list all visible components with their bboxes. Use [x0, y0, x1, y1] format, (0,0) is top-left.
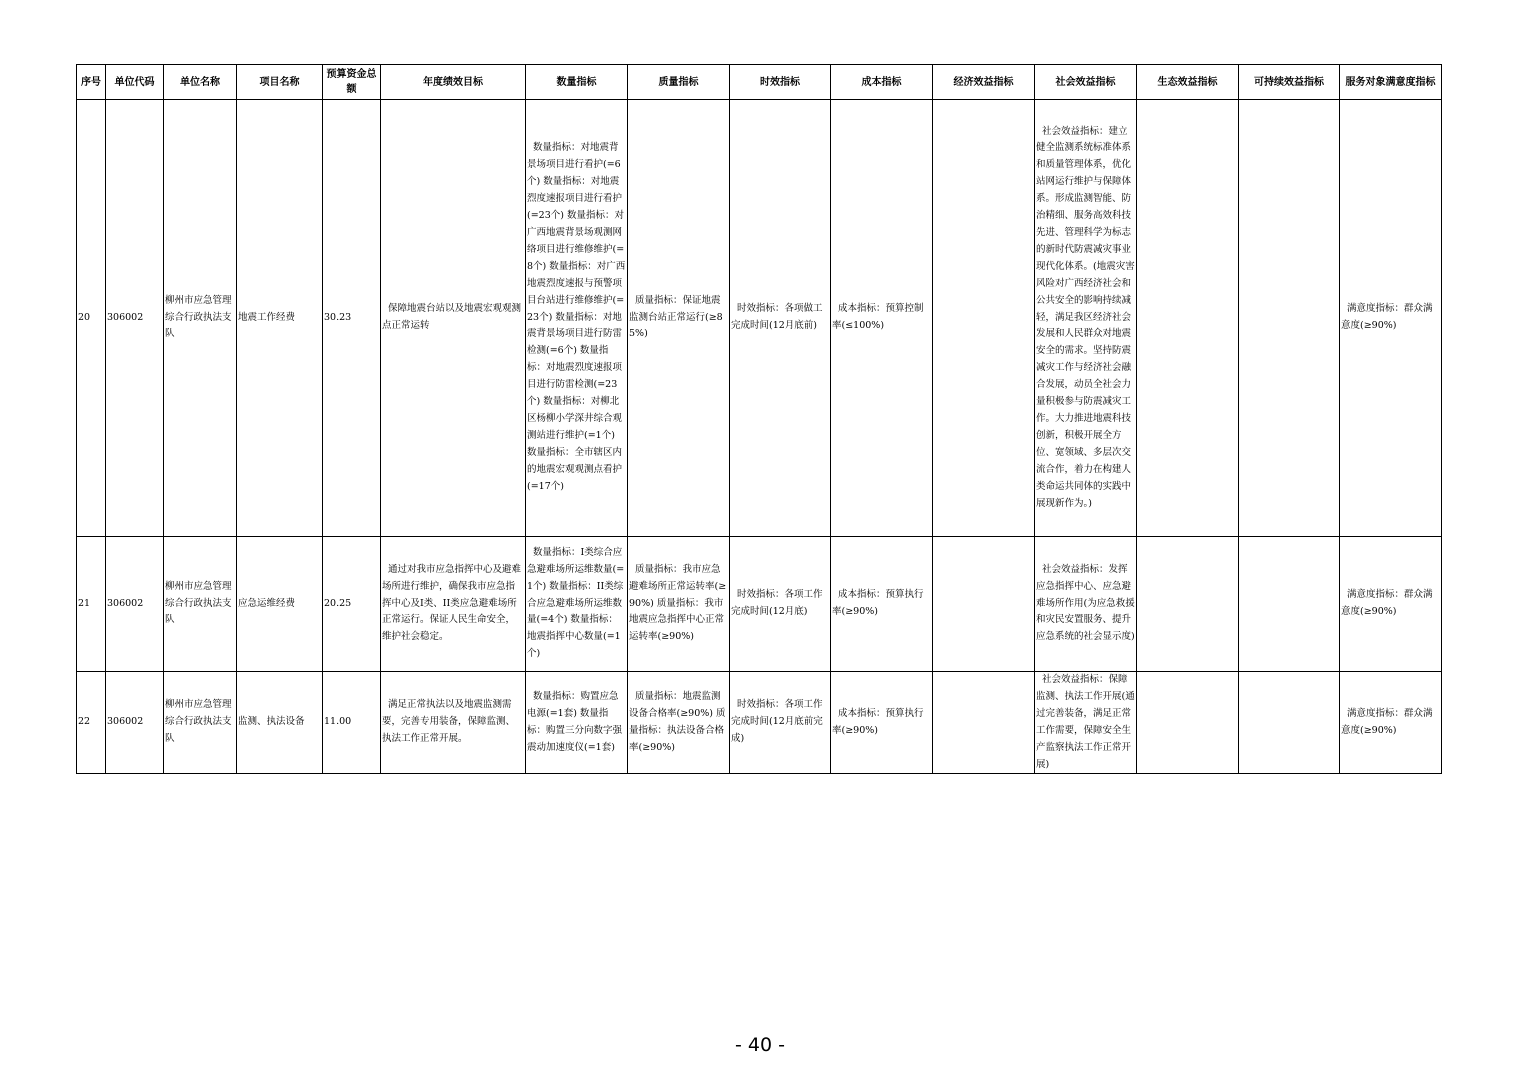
cell-economic	[933, 672, 1035, 774]
header-quantity: 数量指标	[526, 65, 628, 100]
table-row	[77, 672, 1442, 774]
cell-project-name: 监测、执法设备	[237, 672, 323, 774]
header-cost: 成本指标	[831, 65, 933, 100]
cell-seq: 22	[77, 672, 106, 774]
header-economic: 经济效益指标	[933, 65, 1035, 100]
cell-sustainable	[1239, 100, 1340, 537]
cell-unit-code: 306002	[106, 537, 164, 672]
cell-sustainable	[1239, 537, 1340, 672]
cell-quantity: 数量指标：对地震背景场项目进行看护(=6个) 数量指标：对地震烈度速报项目进行看护(=23个) 数量指标：对广西地震背景场观测网络项目进行维修维护(=8个) 数量指标：对广西地震烈度速报与预警项目台站进行维修维护(=23个) 数量指标：对地震背景场项目进行防雷检测(=6个) 数量指标：对地震烈度速报项目进行防雷检测(=23个) 数量指标：对柳北区杨柳小学深井综合观测站进行维护(=1个) 数量指标：全市辖区内的地震宏观观测点看护(=17个)	[526, 100, 628, 537]
page-number: - 40 -	[735, 1034, 785, 1056]
table-row	[77, 100, 1442, 537]
cell-cost: 成本指标：预算执行率(≥90%)	[831, 672, 933, 774]
cell-unit-name: 柳州市应急管理综合行政执法支队	[164, 100, 237, 537]
cell-satisfaction: 满意度指标：群众满意度(≥90%)	[1340, 672, 1442, 774]
cell-seq: 20	[77, 100, 106, 537]
cell-ecological	[1137, 672, 1239, 774]
cell-unit-code: 306002	[106, 672, 164, 774]
cell-cost: 成本指标：预算控制率(≤100%)	[831, 100, 933, 537]
cell-economic	[933, 100, 1035, 537]
cell-budget: 11.00	[323, 672, 381, 774]
cell-quality: 质量指标：保证地震监测台站正常运行(≥85%)	[628, 100, 730, 537]
header-ecological: 生态效益指标	[1137, 65, 1239, 100]
cell-project-name: 应急运维经费	[237, 537, 323, 672]
cell-social: 社会效益指标：发挥应急指挥中心、应急避难场所作用(为应急救援和灾民安置服务、提升应急系统的社会显示度)	[1035, 537, 1137, 672]
cell-unit-name: 柳州市应急管理综合行政执法支队	[164, 672, 237, 774]
cell-quality: 质量指标：我市应急避难场所正常运转率(≥90%) 质量指标：我市地震应急指挥中心正常运转率(≥90%)	[628, 537, 730, 672]
header-timeliness: 时效指标	[730, 65, 831, 100]
cell-social: 社会效益指标：建立健全监测系统标准体系和质量管理体系，优化站网运行维护与保障体系。形成监测智能、防治精细、服务高效科技先进、管理科学为标志的新时代防震减灾事业现代化体系。(地震灾害风险对广西经济社会和公共安全的影响持续减轻，满足我区经济社会发展和人民群众对地震安全的需求。坚持防震减灾工作与经济社会融合发展，动员全社会力量积极参与防震减灾工作。大力推进地震科技创新，积极开展全方位、宽领域、多层次交流合作，着力在构建人类命运共同体的实践中展现新作为。)	[1035, 100, 1137, 537]
cell-project-name: 地震工作经费	[237, 100, 323, 537]
cell-sustainable	[1239, 672, 1340, 774]
cell-economic	[933, 537, 1035, 672]
cell-quantity: 数量指标：购置应急电源(=1套) 数量指标：购置三分向数字强震动加速度仪(=1套)	[526, 672, 628, 774]
cell-unit-code: 306002	[106, 100, 164, 537]
header-quality: 质量指标	[628, 65, 730, 100]
cell-timeliness: 时效指标：各项工作完成时间(12月底前完成)	[730, 672, 831, 774]
header-unit-name: 单位名称	[164, 65, 237, 100]
header-budget: 预算资金总额	[323, 65, 381, 100]
header-project-name: 项目名称	[237, 65, 323, 100]
header-sustainable: 可持续效益指标	[1239, 65, 1340, 100]
cell-cost: 成本指标：预算执行率(≥90%)	[831, 537, 933, 672]
cell-timeliness: 时效指标：各项做工完成时间(12月底前)	[730, 100, 831, 537]
cell-budget: 20.25	[323, 537, 381, 672]
header-unit-code: 单位代码	[106, 65, 164, 100]
header-satisfaction: 服务对象满意度指标	[1340, 65, 1442, 100]
table-header-row	[77, 65, 1442, 100]
cell-quality: 质量指标：地震监测设备合格率(≥90%) 质量指标：执法设备合格率(≥90%)	[628, 672, 730, 774]
cell-unit-name: 柳州市应急管理综合行政执法支队	[164, 537, 237, 672]
cell-seq: 21	[77, 537, 106, 672]
header-seq: 序号	[77, 65, 106, 100]
table-row	[77, 537, 1442, 672]
cell-budget: 30.23	[323, 100, 381, 537]
cell-ecological	[1137, 537, 1239, 672]
header-social: 社会效益指标	[1035, 65, 1137, 100]
performance-table	[76, 64, 1442, 774]
cell-timeliness: 时效指标：各项工作完成时间(12月底)	[730, 537, 831, 672]
header-annual-goal: 年度绩效目标	[381, 65, 526, 100]
cell-annual-goal: 保障地震台站以及地震宏观观测点正常运转	[381, 100, 526, 537]
cell-annual-goal: 满足正常执法以及地震监测需要，完善专用装备，保障监测、执法工作正常开展。	[381, 672, 526, 774]
cell-quantity: 数量指标：I类综合应急避难场所运维数量(=1个) 数量指标：II类综合应急避难场所运维数量(=4个) 数量指标：地震指挥中心数量(=1个)	[526, 537, 628, 672]
cell-ecological	[1137, 100, 1239, 537]
cell-satisfaction: 满意度指标：群众满意度(≥90%)	[1340, 100, 1442, 537]
cell-annual-goal: 通过对我市应急指挥中心及避难场所进行维护，确保我市应急指挥中心及I类、II类应急避难场所正常运行。保证人民生命安全，维护社会稳定。	[381, 537, 526, 672]
cell-satisfaction: 满意度指标：群众满意度(≥90%)	[1340, 537, 1442, 672]
cell-social: 社会效益指标：保障监测、执法工作开展(通过完善装备，满足正常工作需要，保障安全生产监察执法工作正常开展)	[1035, 672, 1137, 774]
